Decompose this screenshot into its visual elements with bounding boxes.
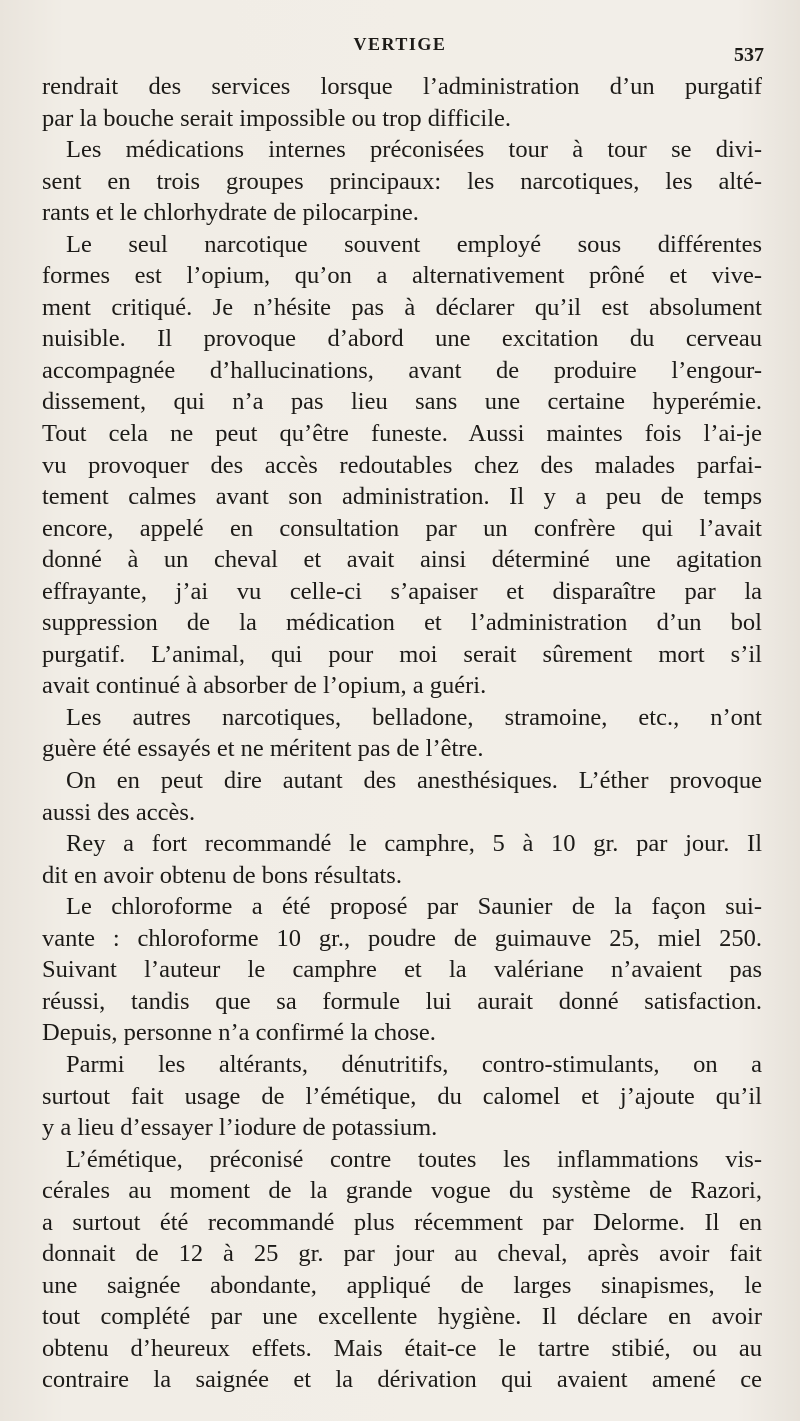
text-line: par la bouche serait impossible ou trop difficile. bbox=[42, 104, 512, 132]
body-text bbox=[42, 71, 762, 1396]
text-line: Les autres narcotiques, belladone, stramoine, etc., n’ont bbox=[66, 703, 762, 731]
text-line: Suivant l’auteur le camphre et la valériane n’avaient pas bbox=[42, 956, 762, 984]
text-line: surtout fait usage de l’émétique, du calomel et j’ajoute qu’il bbox=[42, 1082, 762, 1110]
text-line: suppression de la médication et l’administration d’un bol bbox=[42, 609, 762, 637]
text-line: Parmi les altérants, dénutritifs, contro-stimulants, on a bbox=[66, 1050, 762, 1078]
text-line: obtenu d’heureux effets. Mais était-ce le tartre stibié, ou au bbox=[42, 1334, 762, 1362]
text-line: encore, appelé en consultation par un confrère qui l’avait bbox=[42, 514, 762, 542]
text-line: a surtout été recommandé plus récemment par Delorme. Il en bbox=[42, 1208, 762, 1236]
text-line: Le seul narcotique souvent employé sous différentes bbox=[66, 230, 762, 258]
text-line: donné à un cheval et avait ainsi déterminé une agitation bbox=[42, 546, 762, 574]
text-line: réussi, tandis que sa formule lui aurait donné satisfaction. bbox=[42, 987, 762, 1015]
text-line: Les médications internes préconisées tour à tour se divi- bbox=[66, 136, 762, 164]
text-line: sent en trois groupes principaux: les narcotiques, les alté- bbox=[42, 167, 762, 195]
text-line: Depuis, personne n’a confirmé la chose. bbox=[42, 1019, 436, 1047]
text-line: contraire la saignée et la dérivation qui avaient amené ce bbox=[42, 1366, 762, 1394]
text-line: une saignée abondante, appliqué de larges sinapismes, le bbox=[42, 1271, 762, 1299]
text-line: Le chloroforme a été proposé par Saunier de la façon sui- bbox=[66, 893, 762, 921]
text-line: donnait de 12 à 25 gr. par jour au cheval, après avoir fait bbox=[42, 1240, 762, 1268]
text-line: y a lieu d’essayer l’iodure de potassium. bbox=[42, 1114, 438, 1142]
text-line: guère été essayés et ne méritent pas de l’être. bbox=[42, 735, 484, 763]
text-line: tement calmes avant son administration. Il y a peu de temps bbox=[42, 483, 762, 511]
text-line: vante : chloroforme 10 gr., poudre de guimauve 25, miel 250. bbox=[42, 924, 762, 952]
text-line: vu provoquer des accès redoutables chez des malades parfai- bbox=[42, 451, 762, 479]
text-line: Tout cela ne peut qu’être funeste. Aussi maintes fois l’ai-je bbox=[42, 420, 762, 448]
text-line: effrayante, j’ai vu celle-ci s’apaiser et disparaître par la bbox=[42, 577, 762, 605]
text-line: L’émétique, préconisé contre toutes les inflammations vis- bbox=[66, 1145, 762, 1173]
text-line: rendrait des services lorsque l’administration d’un purgatif bbox=[42, 73, 762, 100]
text-line: avait continué à absorber de l’opium, a guéri. bbox=[42, 672, 487, 700]
page-number: 537 bbox=[734, 44, 764, 66]
text-line: nuisible. Il provoque d’abord une excitation du cerveau bbox=[42, 325, 762, 353]
running-title: VERTIGE bbox=[353, 34, 447, 54]
text-line: purgatif. L’animal, qui pour moi serait sûrement mort s’il bbox=[42, 640, 762, 668]
text-line: rants et le chlorhydrate de pilocarpine. bbox=[42, 199, 419, 227]
text-line: cérales au moment de la grande vogue du système de Razori, bbox=[42, 1177, 762, 1205]
text-line: ment critiqué. Je n’hésite pas à déclarer qu’il est absolument bbox=[42, 293, 762, 321]
text-line: dissement, qui n’a pas lieu sans une certaine hyperémie. bbox=[42, 388, 762, 416]
text-line: aussi des accès. bbox=[42, 798, 196, 826]
text-line: Rey a fort recommandé le camphre, 5 à 10 gr. par jour. Il bbox=[66, 830, 762, 858]
text-line: tout complété par une excellente hygiène. Il déclare en avoir bbox=[42, 1303, 762, 1331]
text-line: dit en avoir obtenu de bons résultats. bbox=[42, 861, 402, 889]
text-line: formes est l’opium, qu’on a alternativement prôné et vive- bbox=[42, 262, 762, 290]
text-line: On en peut dire autant des anesthésiques. L’éther provoque bbox=[66, 767, 762, 795]
text-line: accompagnée d’hallucinations, avant de produire l’engour- bbox=[42, 356, 762, 384]
